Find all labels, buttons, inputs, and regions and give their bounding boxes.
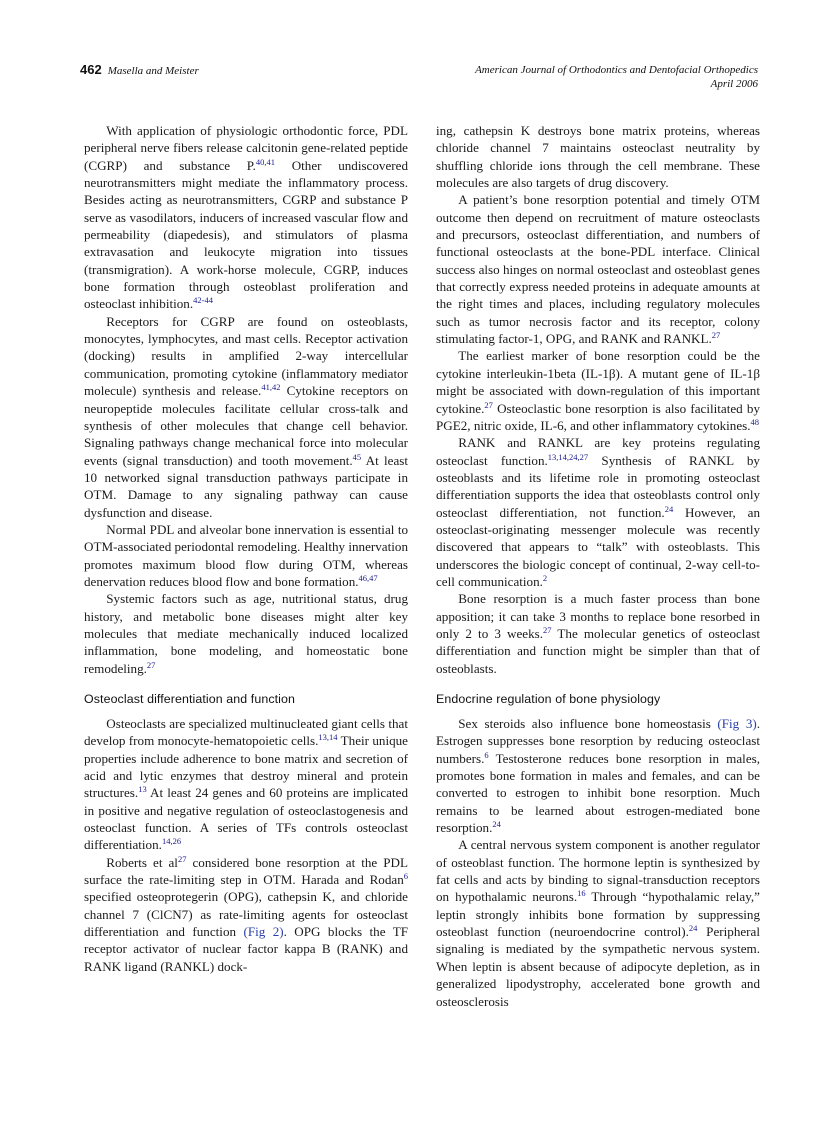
paragraph: Bone resorption is a much faster process than bone apposition; it can take 3 months to replace bone resorbed in only 2 to 3 weeks.$^{27}$ The molecular genetics of osteoclast differentiation and function might be simpler than that of osteoblasts. bbox=[436, 591, 760, 676]
reference-link[interactable]: 2 bbox=[542, 572, 548, 583]
reference-link[interactable]: 42-44 bbox=[193, 295, 213, 306]
paragraph: Receptors for CGRP are found on osteoblasts, monocytes, lymphocytes, and mast cells. Receptor activation (docking) results in amplified 2-way intercellular communication, promoting cytokine (inflammatory mediator molecule) synthesis and release.$^{41,42}$ Cytokine receptors on neuropeptide molecules facilitate cellular cross-talk and synthesis of other molecules that change cell behavior. Signaling pathways change mechanical force into molecular events (signal transduction) and tooth movement.$^{45}$ At least 10 networked signal transduction pathways participate in OTM. Damage to any signaling pathway can cause dysfunction and disease. bbox=[84, 313, 408, 520]
reference-link[interactable]: 40,41 bbox=[255, 156, 276, 167]
reference-link[interactable]: 24 bbox=[688, 923, 698, 934]
reference-link[interactable]: 13,14,24,27 bbox=[547, 451, 589, 462]
paragraph: A patient’s bone resorption potential and timely OTM outcome then depend on recruitment of mature osteoclasts and precursors, osteoclast differentiation, and numbers of functional osteoclasts at the bone-PDL interface. Clinical success also hinges on normal osteoclast and osteoblast genes that correctly express needed proteins in adequate amounts at the right times and places, including regulatory molecules such as tumor necrosis factor and its receptor, colony stimulating factor-1, OPG, and RANK and RANKL.$^{27}$ bbox=[436, 192, 760, 347]
section-heading: Osteoclast differentiation and function bbox=[84, 692, 296, 706]
reference-link[interactable]: 48 bbox=[750, 416, 760, 427]
issue-date: April 2006 bbox=[710, 78, 758, 90]
paragraph: Roberts et $al^{27}$ considered bone resorption at the PDL surface the rate-limiting step in OTM. Harada and Rodan$^6$ specified osteoprotegerin (OPG), cathepsin K, and chloride channel 7 (ClCN7) as rate-limiting agents for osteoclast differentiation and function (Fig 2). OPG blocks the TF receptor activator of nuclear factor kappa B (RANK) and RANK ligand (RANKL) dock- bbox=[84, 853, 408, 974]
reference-link[interactable]: 27 bbox=[484, 399, 493, 410]
left-column bbox=[84, 122, 408, 975]
authors: Masella and Meister bbox=[107, 65, 199, 77]
running-head-left bbox=[80, 62, 199, 77]
reference-link[interactable]: 27 bbox=[177, 853, 187, 864]
paragraph: RANK and RANKL are key proteins regulating osteoclast function.$^{13,14,24,27}$ Synthesis of RANKL by osteoblasts and its lifetime role in promoting osteoclast differentiation supports the idea that osteoblasts control only osteoclast differentiation, not function.$^{24}$ However, an osteoclast-originating messenger molecule was recently discovered that appears to “talk” with osteoblasts. This underscores the biologic concept of continual, 2-way cell-to-cell communication.$^2$ bbox=[436, 435, 760, 589]
reference-link[interactable]: 13 bbox=[138, 784, 147, 795]
reference-link[interactable]: 27 bbox=[711, 330, 721, 341]
figure-link[interactable]: (Fig 3) bbox=[717, 716, 757, 731]
running-head bbox=[80, 62, 758, 94]
reference-link[interactable]: 27 bbox=[146, 659, 156, 670]
paragraph: Sex steroids also influence bone homeostasis (Fig 3). Estrogen suppresses bone resorption by reducing osteoclast numbers.$^6$ Testosterone reduces bone resorption in males, promotes bone formation in males and females, and can be converted to estrogen to inhibit bone resorption. Much remains to be learned about estrogen-mediated bone resorption.$^{24}$ bbox=[436, 716, 761, 836]
paragraph: With application of physiologic orthodontic force, PDL peripheral nerve fibers release calcitonin gene-related peptide (CGRP) and substance P.$^{40,41}$ Other undiscovered neurotransmitters might mediate the inflammatory process. Besides acting as neurotransmitters, CGRP and substance P serve as vasodilators, inducers of increased vascular flow and permeability (diapedesis), and stimulators of plasma extravasation and leukocyte migration into tissues (transmigration). A work-horse molecule, CGRP, induces bone formation through osteoblast proliferation and osteoclast inhibition.$^{42-44}$ bbox=[84, 123, 408, 312]
right-column bbox=[436, 122, 760, 1010]
reference-link[interactable]: 6 bbox=[484, 749, 489, 760]
reference-link[interactable]: 24 bbox=[492, 819, 501, 830]
section-heading: Endocrine regulation of bone physiology bbox=[436, 692, 661, 706]
paragraph: Normal PDL and alveolar bone innervation is essential to OTM-associated periodontal remodeling. Healthy innervation promotes maximum blood flow during OTM, whereas denervation reduces blood flow and bone formation.$^{46,47}$ bbox=[84, 521, 408, 589]
reference-link[interactable]: 45 bbox=[352, 451, 362, 462]
reference-link[interactable]: 41,42 bbox=[261, 382, 281, 393]
paragraph: Systemic factors such as age, nutritional status, drug history, and metabolic bone diseases might alter key molecules that mediate mechanically induced localized inflammation, bone modeling, and homeostatic bone remodeling.$^{27}$ bbox=[84, 591, 408, 676]
journal-title: American Journal of Orthodontics and Dentofacial Orthopedics bbox=[475, 64, 758, 76]
reference-link[interactable]: 14,26 bbox=[161, 836, 182, 847]
figure-link[interactable]: (Fig 2) bbox=[243, 924, 284, 940]
reference-link[interactable]: 24 bbox=[664, 503, 674, 514]
reference-link[interactable]: 13,14 bbox=[318, 732, 338, 743]
reference-link[interactable]: 27 bbox=[543, 624, 552, 635]
running-head-right bbox=[475, 63, 758, 91]
paragraph: The earliest marker of bone resorption could be the cytokine interleukin-1beta (IL-1β). A mutant gene of IL-1β might be associated with down-regulation of this important cytokine.$^{27}$ Osteoclastic bone resorption is also facilitated by PGE2, nitric oxide, IL-6, and other inflammatory cytokines.$^{48}$ bbox=[436, 348, 760, 433]
paragraph: ing, cathepsin K destroys bone matrix proteins, whereas chloride channel 7 maintains osteoclast neutrality by shuffling chloride ions through the cell membrane. These molecules are also targets of drug discovery. bbox=[436, 123, 760, 191]
reference-link[interactable]: 46,47 bbox=[358, 572, 378, 583]
paragraph: A central nervous system component is another regulator of osteoblast function. The hormone leptin is synthesized by fat cells and acts by binding to signal-transduction receptors on hypothalamic neurons.$^{16}$ Through “hypothalamic relay,” leptin strongly inhibits bone formation by suppressing osteoblast function (neuroendocrine control).$^{24}$ Peripheral signaling is mediated by the sympathetic nervous system. When leptin is absent because of adipocyte depletion, as in generalized lipodystrophy, accelerated bone growth and osteosclerosis bbox=[436, 837, 760, 1009]
reference-link[interactable]: 6 bbox=[403, 871, 408, 882]
paragraph: Osteoclasts are specialized multinucleated giant cells that develop from monocyte-hematopoietic cells.$^{13,14}$ Their unique properties include adherence to bone matrix and secretion of acid and lytic enzymes that destroy mineral and protein structures.$^{13}$ At least 24 genes and 60 proteins are implicated in positive and negative regulation of osteoclastogenesis and osteoclast function. A series of TFs controls osteoclast differentiation.$^{14,26}$ bbox=[84, 716, 408, 853]
page-number: 462 bbox=[80, 62, 102, 77]
reference-link[interactable]: 16 bbox=[577, 888, 586, 899]
